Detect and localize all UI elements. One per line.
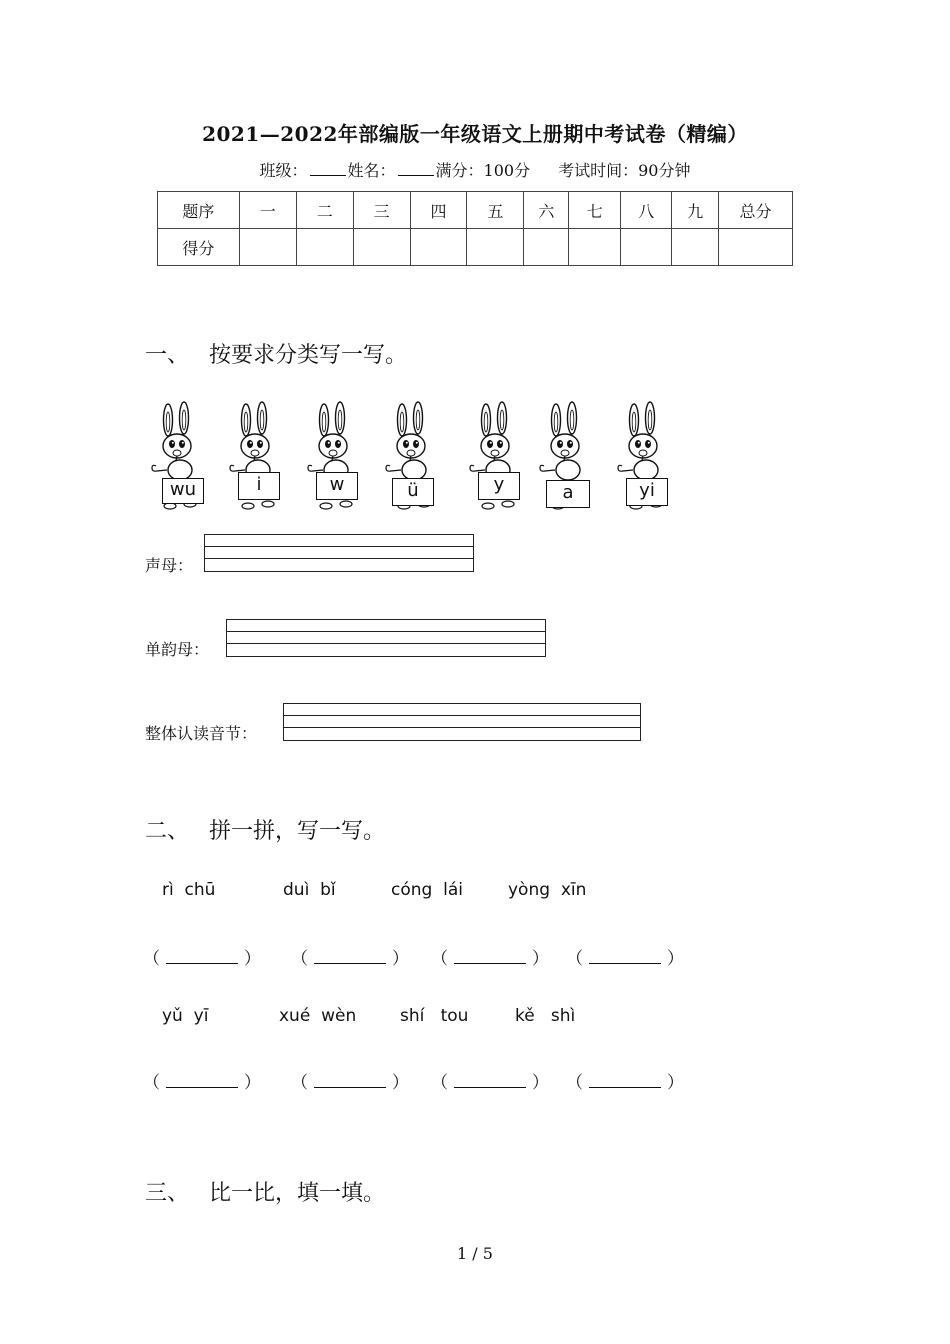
pinyin-4: yòng xīn (508, 880, 587, 900)
score-cell[interactable] (353, 229, 410, 266)
rabbit-card-1 (150, 400, 208, 515)
card: w (316, 472, 358, 500)
exam-info (0, 158, 950, 181)
rabbit-card-6 (538, 400, 596, 515)
section-title: 按要求分类写一写。 (209, 343, 408, 368)
header-cell: 题序 (158, 192, 240, 229)
answer-blank[interactable]: （ ） (143, 1073, 261, 1093)
answer-blank[interactable]: （ ） (291, 949, 409, 969)
card: y (478, 472, 520, 500)
section-number: 一、 (145, 343, 190, 368)
card: yi (626, 478, 668, 506)
answer-blank[interactable]: （ ） (431, 949, 549, 969)
header-cell: 九 (672, 192, 719, 229)
header-cell: 六 (524, 192, 569, 229)
answer-blank[interactable]: （ ） (566, 949, 684, 969)
section-number: 三、 (145, 1181, 190, 1206)
name-label: 姓名： (347, 161, 396, 180)
label-single-finals: 单韵母： (145, 640, 210, 659)
rabbit-card-3 (306, 400, 364, 515)
pinyin-6: xué wèn (279, 1006, 357, 1026)
pinyin-3: cóng lái (391, 880, 463, 900)
card: a (546, 480, 590, 508)
section-3-heading (145, 1176, 385, 1207)
score-cell[interactable] (467, 229, 524, 266)
card: wu (162, 478, 204, 504)
writing-lines-whole-syllables[interactable] (283, 703, 641, 741)
name-blank[interactable] (398, 161, 434, 176)
header-cell: 七 (569, 192, 621, 229)
section-1-heading (145, 338, 407, 369)
score-cell[interactable] (569, 229, 621, 266)
section-2-heading (145, 814, 385, 845)
card: ü (392, 478, 434, 506)
pinyin-8: kě shì (515, 1006, 576, 1026)
score-cell[interactable] (239, 229, 296, 266)
class-label: 班级： (259, 161, 308, 180)
exam-time: 考试时间：90分钟 (558, 161, 691, 180)
rabbit-card-7 (616, 400, 674, 515)
score-cell[interactable] (719, 229, 793, 266)
pinyin-1: rì chū (162, 880, 216, 900)
writing-lines-single-finals[interactable] (226, 619, 546, 657)
answer-blank[interactable]: （ ） (291, 1073, 409, 1093)
pinyin-2: duì bǐ (283, 880, 336, 900)
score-cell[interactable] (524, 229, 569, 266)
answer-blank[interactable]: （ ） (566, 1073, 684, 1093)
label-whole-syllables: 整体认读音节： (145, 724, 258, 743)
page-number: 1 / 5 (457, 1244, 493, 1263)
card: i (238, 472, 280, 500)
header-cell: 五 (467, 192, 524, 229)
header-cell: 四 (410, 192, 467, 229)
label-initials: 声母： (145, 556, 194, 575)
rabbit-card-4 (384, 400, 442, 515)
answer-blank[interactable]: （ ） (431, 1073, 549, 1093)
section-title: 比一比，填一填。 (209, 1181, 386, 1206)
score-table-header-row (158, 192, 793, 229)
writing-lines-initials[interactable] (204, 534, 474, 572)
answer-blank[interactable]: （ ） (143, 949, 261, 969)
class-blank[interactable] (310, 161, 346, 176)
rabbit-card-5 (468, 400, 526, 515)
score-table-score-row (158, 229, 793, 266)
rabbit-card-2 (228, 400, 286, 515)
score-cell[interactable] (410, 229, 467, 266)
exam-title: 2021—2022年部编版一年级语文上册期中考试卷（精编） (202, 122, 748, 146)
section-number: 二、 (145, 819, 190, 844)
header-cell: 三 (353, 192, 410, 229)
header-cell: 八 (621, 192, 672, 229)
header-cell: 一 (239, 192, 296, 229)
header-cell: 二 (296, 192, 353, 229)
score-cell[interactable] (672, 229, 719, 266)
header-cell: 总分 (719, 192, 793, 229)
score-cell[interactable] (621, 229, 672, 266)
score-cell[interactable] (296, 229, 353, 266)
score-table (157, 191, 793, 266)
full-score: 满分：100分 (435, 161, 531, 180)
score-row-label: 得分 (158, 229, 240, 266)
pinyin-5: yǔ yī (162, 1006, 209, 1026)
section-title: 拼一拼，写一写。 (209, 819, 386, 844)
pinyin-7: shí tou (400, 1006, 469, 1026)
